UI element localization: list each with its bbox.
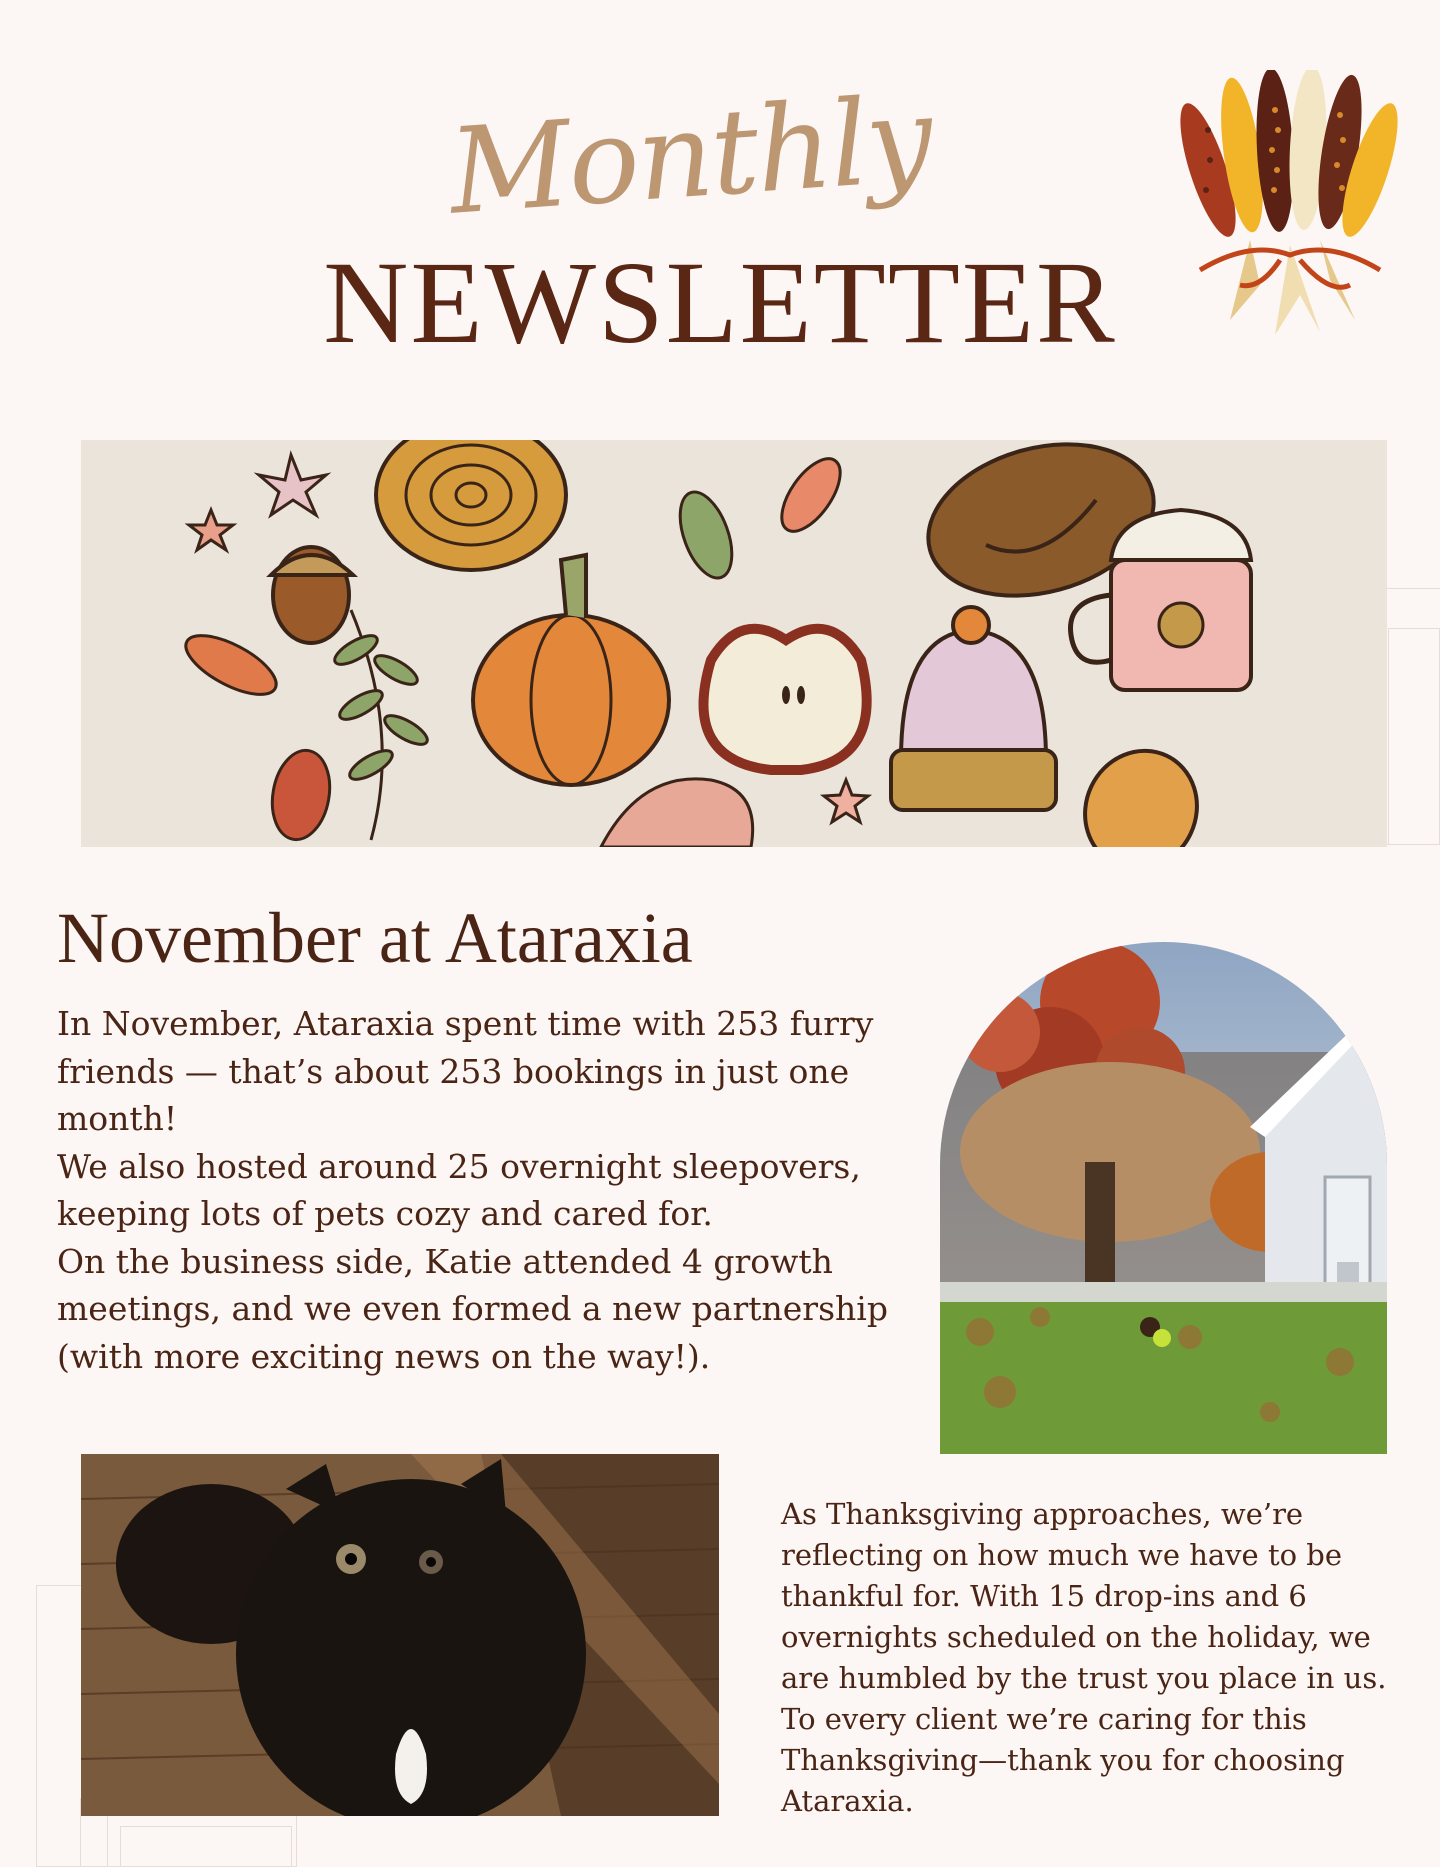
intro-line-sleepovers: We also hosted around 25 overnight sleepovers, keeping lots of pets cozy and cared for.	[57, 1146, 861, 1233]
cat-photo	[81, 1454, 719, 1816]
intro-line-business: On the business side, Katie attended 4 growth meetings, and we even formed a new partnership (with more exciting news on the way!).	[57, 1241, 888, 1376]
star-doodle-1	[259, 455, 326, 515]
intro-line-bookings: In November, Ataraxia spent time with 253 furry friends — that’s about 253 bookings in just one month!	[57, 1004, 874, 1138]
log-doodle	[376, 440, 566, 570]
main-title: NEWSLETTER	[323, 237, 1117, 368]
star-doodle-3	[824, 780, 868, 822]
cat-photo-art	[81, 1454, 719, 1816]
leaf-doodle-3	[771, 449, 852, 541]
star-doodle-2	[189, 510, 233, 550]
corn-illustration	[1180, 70, 1400, 335]
intro-paragraph	[57, 1000, 937, 1380]
decor-frame-right-inner	[1388, 628, 1440, 845]
autumn-doodles	[81, 440, 1387, 847]
corn-cobs	[1180, 70, 1400, 242]
leaf-doodle-1	[177, 624, 284, 706]
section-heading: November at Ataraxia	[57, 898, 693, 978]
decor-frame-bottom-inner	[120, 1826, 292, 1867]
autumn-doodle-banner	[81, 440, 1387, 847]
script-title: Monthly	[444, 69, 936, 241]
yard-photo-art	[940, 942, 1387, 1454]
leaf-doodle-2	[670, 485, 742, 585]
pumpkin-doodle	[473, 555, 669, 785]
squash-doodle	[1066, 732, 1216, 847]
yard-photo	[940, 942, 1387, 1454]
fern-doodle	[331, 610, 432, 840]
bread-doodle	[601, 779, 753, 847]
leaf-doodle-4	[266, 746, 337, 844]
thanksgiving-paragraph: As Thanksgiving approaches, we’re reflecting on how much we have to be thankful for. With 15 drop-ins and 6 overnights scheduled on the holiday, we are humbled by the trust you place in us. To every client we’re caring for this Thanksgiving—thank you for choosing Ataraxia.	[781, 1497, 1387, 1818]
apple-doodle	[704, 629, 867, 770]
acorn-doodle	[271, 547, 353, 643]
tennis-ball	[1153, 1329, 1171, 1347]
beanie-doodle	[891, 607, 1056, 810]
